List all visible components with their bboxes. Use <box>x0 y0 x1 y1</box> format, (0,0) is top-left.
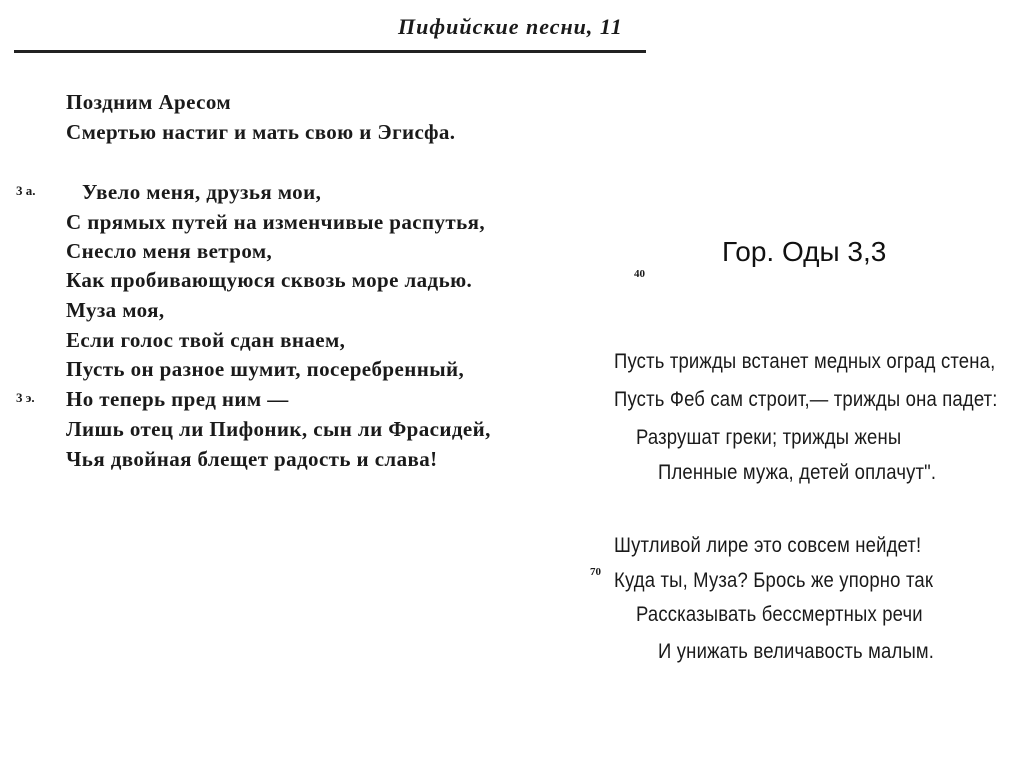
ode-line: Рассказывать бессмертных речи <box>636 603 923 626</box>
poem-line: Как пробивающуюся сквозь море ладью. <box>66 268 473 292</box>
poem-line: Если голос твой сдан внаем, <box>66 328 346 352</box>
ode-line: Пусть трижды встанет медных оград стена, <box>614 350 996 373</box>
margin-label: 3 а. <box>16 183 36 198</box>
running-head: Пифийские песни, 11 <box>398 14 623 39</box>
ode-line: Разрушат греки; трижды жены <box>636 426 902 449</box>
ode-line: Пленные мужа, детей оплачут". <box>658 461 937 484</box>
poem-line: Увело меня, друзья мои, <box>82 180 322 204</box>
poem-line: Поздним Аресом <box>66 90 232 114</box>
poem-line: С прямых путей на изменчивые распутья, <box>66 210 485 234</box>
margin-label: 3 э. <box>16 390 35 405</box>
ode-line: И унижать величавость малым. <box>658 640 935 663</box>
poem-line: Пусть он разное шумит, посеребренный, <box>66 357 465 381</box>
ode-line: Шутливой лире это совсем нейдет! <box>614 534 922 557</box>
poem-line: Муза моя, <box>66 298 165 322</box>
header-rule <box>14 50 646 53</box>
poem-line: Лишь отец ли Пифоник, сын ли Фрасидей, <box>66 417 491 441</box>
line-number: 40 <box>634 268 645 280</box>
poem-line: Смертью настиг и мать свою и Эгисфа. <box>66 120 456 144</box>
poem-line: Но теперь пред ним — <box>66 387 289 411</box>
line-number: 70 <box>590 566 601 578</box>
ode-line: Куда ты, Муза? Брось же упорно так <box>614 569 934 592</box>
poem-line: Чья двойная блещет радость и слава! <box>66 447 438 471</box>
poem-line: Снесло меня ветром, <box>66 239 273 263</box>
slide-caption: Гор. Оды 3,3 <box>722 236 887 267</box>
ode-line: Пусть Феб сам строит,— трижды она падет: <box>614 388 998 411</box>
